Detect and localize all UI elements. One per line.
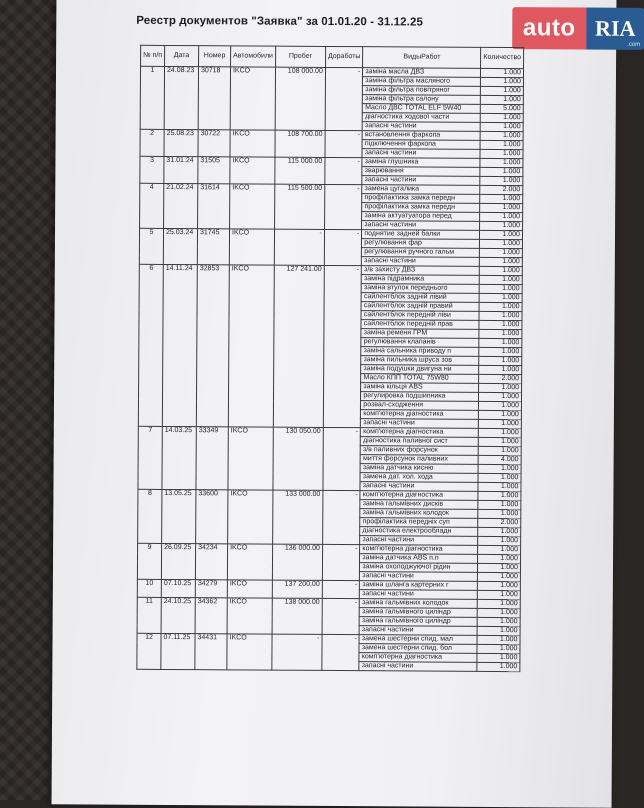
- record-date-cell: 31.01.24: [164, 156, 198, 183]
- quantity-cell: 1.000: [479, 392, 522, 401]
- table-row: [138, 543, 521, 554]
- work-description-cell: регулювання клапанів: [361, 338, 479, 348]
- work-description-cell: сайлентблок задній правий: [361, 302, 479, 312]
- record-doc-number-cell: 31614: [198, 184, 230, 229]
- quantity-cell: 1.000: [480, 203, 523, 212]
- quantity-cell: 1.000: [479, 284, 522, 293]
- work-description-cell: запасні частини: [359, 662, 477, 672]
- record-mileage-cell: -: [272, 634, 322, 670]
- work-description-cell: профілактика замка передн: [362, 203, 480, 213]
- quantity-cell: 1.000: [480, 122, 523, 131]
- work-description-cell: заміна гальмівного циліндр: [359, 617, 477, 627]
- work-description-cell: запасні частини: [360, 590, 478, 600]
- record-doc-number-cell: 33349: [196, 427, 228, 490]
- logo-ria-word: RIA: [595, 15, 636, 41]
- quantity-cell: 1.000: [478, 473, 521, 482]
- quantity-cell: 1.000: [478, 599, 521, 608]
- work-description-cell: комп'ютерна діагностика: [361, 428, 479, 438]
- quantity-cell: 1.000: [480, 221, 523, 230]
- quantity-cell: 1.000: [479, 320, 522, 329]
- work-description-cell: встановлення фаркопа: [362, 131, 480, 141]
- record-doc-number-cell: 34431: [195, 634, 227, 670]
- record-car-cell: IKCO: [229, 229, 274, 265]
- quantity-cell: 2.000: [478, 518, 521, 527]
- quantity-cell: 5.000: [481, 104, 524, 113]
- header-car: Автомобили: [231, 46, 276, 67]
- work-description-cell: заміна фільтра салону: [363, 95, 481, 105]
- quantity-cell: 1.000: [481, 113, 524, 122]
- table-row: [140, 66, 523, 77]
- table-row: [138, 489, 521, 500]
- record-car-cell: IKCO: [228, 427, 273, 490]
- work-description-cell: запасні частини: [360, 482, 478, 492]
- work-description-cell: заміна глушника: [362, 158, 480, 168]
- work-description-cell: замена дат. хол. хода: [360, 473, 478, 483]
- header-mileage: Пробег: [275, 46, 325, 67]
- record-mileage-cell: 130 050.00: [273, 427, 323, 490]
- quantity-cell: 1.000: [480, 257, 523, 266]
- record-car-cell: IKCO: [228, 265, 274, 427]
- quantity-cell: 1.000: [477, 635, 520, 644]
- quantity-cell: 1.000: [478, 590, 521, 599]
- record-number-cell: 10: [137, 579, 161, 597]
- record-mileage-cell: 133 000.00: [272, 490, 322, 544]
- record-number-cell: 1: [140, 66, 164, 129]
- quantity-cell: 1.000: [480, 230, 523, 239]
- record-number-cell: 12: [137, 633, 161, 669]
- table-row: [140, 129, 523, 140]
- work-description-cell: заміна актуатуатора перед: [362, 212, 480, 222]
- table-row: [138, 426, 521, 437]
- record-date-cell: 13.05.25: [162, 489, 196, 543]
- header-extra: Доработы: [325, 46, 363, 67]
- work-description-cell: запасні частини: [361, 419, 479, 429]
- quantity-cell: 1.000: [479, 437, 522, 446]
- record-extra-cell: -: [323, 265, 361, 427]
- record-date-cell: 25.03.24: [163, 228, 197, 264]
- work-description-cell: діагностика паливної сист: [361, 437, 479, 447]
- record-car-cell: IKCO: [227, 544, 272, 580]
- record-extra-cell: -: [322, 634, 360, 670]
- work-description-cell: заміна підрамника: [362, 275, 480, 285]
- work-description-cell: заміна гальмівного циліндр: [360, 608, 478, 618]
- work-description-cell: сайлентблок передній ліви: [361, 311, 479, 321]
- record-date-cell: 14.03.25: [162, 426, 196, 489]
- record-date-cell: 07.10.25: [161, 579, 195, 597]
- quantity-cell: 1.000: [479, 293, 522, 302]
- work-description-cell: запасні частини: [362, 122, 480, 132]
- record-car-cell: IKCO: [227, 598, 272, 634]
- table-row: [137, 579, 520, 590]
- work-description-cell: заміна датчика ABS п.п: [360, 554, 478, 564]
- record-date-cell: 26.09.25: [161, 543, 195, 579]
- quantity-cell: 1.000: [480, 239, 523, 248]
- record-number-cell: 11: [137, 597, 161, 633]
- work-description-cell: з/в паливних форсунок: [361, 446, 479, 456]
- quantity-cell: 1.000: [480, 149, 523, 158]
- work-description-cell: замена шестерни спид. бол: [359, 644, 477, 654]
- record-number-cell: 4: [140, 183, 164, 228]
- logo-ria-text: [586, 8, 644, 50]
- record-mileage-cell: 115 000.00: [275, 157, 325, 184]
- record-car-cell: IKCO: [227, 634, 272, 670]
- record-doc-number-cell: 34279: [195, 580, 227, 598]
- quantity-cell: 1.000: [480, 212, 523, 221]
- record-number-cell: 5: [139, 228, 163, 264]
- quantity-cell: 1.000: [481, 77, 524, 86]
- record-extra-cell: -: [324, 184, 362, 229]
- work-description-cell: Масло КПП TOTAL 75W80: [361, 374, 479, 384]
- record-doc-number-cell: 33600: [196, 490, 228, 544]
- record-extra-cell: -: [322, 544, 360, 580]
- document-title: Реестр документов "Заявка" за 01.01.20 - 31.12.25: [136, 14, 424, 29]
- work-description-cell: з/в захисту ДВЗ: [362, 266, 480, 276]
- record-date-cell: 14.11.24: [162, 264, 197, 426]
- work-description-cell: заміна охолоджуючої рідин: [360, 563, 478, 573]
- work-description-cell: заміна подушки двигуна ни: [361, 365, 479, 375]
- record-date-cell: 07.11.25: [161, 633, 195, 669]
- work-description-cell: профілактика передніх суп: [360, 518, 478, 528]
- quantity-cell: 1.000: [479, 338, 522, 347]
- work-description-cell: запасні частини: [359, 626, 477, 636]
- quantity-cell: 1.000: [478, 509, 521, 518]
- work-description-cell: заміна гальмівних колодок: [360, 599, 478, 609]
- record-doc-number-cell: 30718: [198, 67, 230, 130]
- work-description-cell: діагностика ходової части: [363, 113, 481, 123]
- record-extra-cell: -: [325, 67, 363, 130]
- quantity-cell: 1.000: [480, 158, 523, 167]
- record-extra-cell: -: [325, 130, 363, 157]
- quantity-cell: 1.000: [478, 464, 521, 473]
- work-description-cell: заміна кільця ABS: [361, 383, 479, 393]
- work-description-cell: комп'ютерна діагностика: [359, 653, 477, 663]
- record-number-cell: 2: [140, 129, 164, 156]
- record-mileage-cell: 115 500.00: [274, 184, 324, 229]
- quantity-cell: 1.000: [480, 275, 523, 284]
- header-qty: Количество: [481, 47, 524, 68]
- quantity-cell: 1.000: [478, 536, 521, 545]
- work-description-cell: заміна пильника шруса зов: [361, 356, 479, 366]
- work-description-cell: сайлентблок передній прав: [361, 320, 479, 330]
- table-row: [139, 264, 522, 275]
- work-description-cell: запасні частини: [362, 257, 480, 267]
- work-description-cell: регулювання фар: [362, 239, 480, 249]
- table-row: [140, 183, 523, 194]
- record-number-cell: 8: [138, 489, 162, 543]
- record-mileage-cell: 127 241.00: [273, 265, 324, 427]
- record-number-cell: 6: [138, 264, 163, 426]
- quantity-cell: 1.000: [479, 347, 522, 356]
- record-date-cell: 21.02.24: [164, 183, 198, 228]
- work-description-cell: заміна ременя ГРМ: [361, 329, 479, 339]
- record-number-cell: 3: [140, 156, 164, 183]
- header-date: Дата: [165, 45, 199, 66]
- record-number-cell: 7: [138, 426, 162, 489]
- quantity-cell: 1.000: [479, 419, 522, 428]
- quantity-cell: 2.000: [479, 374, 522, 383]
- work-description-cell: запасні частини: [360, 536, 478, 546]
- record-doc-number-cell: 32853: [196, 265, 229, 427]
- quantity-cell: 1.000: [478, 491, 521, 500]
- work-description-cell: заміна фільтра повітряног: [363, 86, 481, 96]
- record-mileage-cell: -: [274, 229, 324, 265]
- quantity-cell: 1.000: [479, 311, 522, 320]
- quantity-cell: 1.000: [479, 446, 522, 455]
- work-description-cell: сайлентблок задній лівий: [361, 293, 479, 303]
- autoria-logo: [512, 7, 644, 50]
- header-num: № п/п: [141, 45, 165, 66]
- work-description-cell: замена цугалика: [362, 185, 480, 195]
- record-mileage-cell: 136 000.00: [272, 544, 322, 580]
- document-page: [52, 0, 641, 808]
- quantity-cell: 1.000: [480, 248, 523, 257]
- work-description-cell: комп'ютерна діагностика: [360, 491, 478, 501]
- quantity-cell: 1.000: [479, 383, 522, 392]
- quantity-cell: 1.000: [479, 356, 522, 365]
- work-description-cell: замена шестерни спид. мал: [359, 635, 477, 645]
- record-car-cell: IKCO: [228, 490, 273, 544]
- quantity-cell: 1.000: [478, 545, 521, 554]
- record-mileage-cell: 138 000.00: [272, 598, 322, 634]
- work-description-cell: підключення фаркопа: [362, 140, 480, 150]
- work-description-cell: заміна шланга картерних г: [360, 581, 478, 591]
- record-number-cell: 9: [137, 543, 161, 579]
- record-mileage-cell: 137 200.00: [272, 580, 322, 598]
- work-description-cell: зварювання: [362, 167, 480, 177]
- quantity-cell: 1.000: [478, 608, 521, 617]
- work-description-cell: заміна гальмівних колодок: [360, 509, 478, 519]
- quantity-cell: 1.000: [481, 68, 524, 77]
- work-description-cell: запасні частини: [362, 149, 480, 159]
- table-row: [137, 633, 520, 644]
- quantity-cell: 4.000: [478, 455, 521, 464]
- work-description-cell: запасні частини: [362, 176, 480, 186]
- quantity-cell: 1.000: [479, 428, 522, 437]
- record-car-cell: IKCO: [230, 130, 275, 157]
- table-body: [137, 66, 524, 671]
- work-description-cell: регулювання ручного гальм: [362, 248, 480, 258]
- quantity-cell: 1.000: [479, 302, 522, 311]
- table-row: [137, 597, 520, 608]
- quantity-cell: 1.000: [479, 329, 522, 338]
- quantity-cell: 2.000: [480, 185, 523, 194]
- work-description-cell: заміна гальмівних дисків: [360, 500, 478, 510]
- quantity-cell: 1.000: [478, 482, 521, 491]
- record-doc-number-cell: 34362: [195, 598, 227, 634]
- header-works: ВидыРабот: [363, 47, 481, 69]
- work-description-cell: заміна датчика кисню: [360, 464, 478, 474]
- logo-com-suffix: .com: [627, 41, 641, 48]
- quantity-cell: 1.000: [478, 527, 521, 536]
- work-description-cell: розвал-сходження: [361, 401, 479, 411]
- record-mileage-cell: 108 700.00: [275, 130, 325, 157]
- record-date-cell: 25.08.23: [164, 129, 198, 156]
- work-description-cell: миття форсунок паливних: [360, 455, 478, 465]
- quantity-cell: 1.000: [477, 653, 520, 662]
- record-extra-cell: -: [322, 490, 360, 544]
- quantity-cell: 1.000: [478, 563, 521, 572]
- record-extra-cell: -: [324, 229, 362, 265]
- record-doc-number-cell: 31745: [197, 229, 229, 265]
- record-extra-cell: -: [323, 427, 361, 490]
- record-doc-number-cell: 31505: [198, 157, 230, 184]
- quantity-cell: 1.000: [480, 167, 523, 176]
- work-description-cell: заміна масла ДВЗ: [363, 68, 481, 78]
- quantity-cell: 1.000: [479, 365, 522, 374]
- quantity-cell: 1.000: [479, 410, 522, 419]
- record-doc-number-cell: 34234: [195, 544, 227, 580]
- register-table: [136, 45, 524, 672]
- table-row: [139, 228, 522, 239]
- quantity-cell: 1.000: [480, 176, 523, 185]
- record-date-cell: 24.08.23: [164, 66, 198, 129]
- record-doc-number-cell: 30722: [198, 130, 230, 157]
- table-row: [140, 156, 523, 167]
- quantity-cell: 1.000: [478, 581, 521, 590]
- work-description-cell: заміна сальника приводу п: [361, 347, 479, 357]
- work-description-cell: профілактика замка передн: [362, 194, 480, 204]
- quantity-cell: 1.000: [477, 644, 520, 653]
- work-description-cell: заміна втулок переднього: [361, 284, 479, 294]
- quantity-cell: 1.000: [480, 131, 523, 140]
- work-description-cell: запасні частини: [360, 572, 478, 582]
- quantity-cell: 1.000: [477, 617, 520, 626]
- record-mileage-cell: 108 000.00: [275, 67, 325, 130]
- quantity-cell: 1.000: [480, 194, 523, 203]
- work-description-cell: Масло ДВС TOTAL ELF 5W40: [363, 104, 481, 114]
- record-extra-cell: -: [322, 580, 360, 598]
- table-header-row: [141, 45, 524, 68]
- quantity-cell: 1.000: [478, 554, 521, 563]
- record-date-cell: 24.10.25: [161, 597, 195, 633]
- work-description-cell: комп'ютерна діагностика: [361, 410, 479, 420]
- work-description-cell: діагностика електрообладн: [360, 527, 478, 537]
- work-description-cell: поднятие задней балки: [362, 230, 480, 240]
- quantity-cell: 1.000: [481, 95, 524, 104]
- quantity-cell: 1.000: [480, 140, 523, 149]
- record-car-cell: IKCO: [230, 157, 275, 184]
- quantity-cell: 1.000: [479, 401, 522, 410]
- work-description-cell: запасні частини: [362, 221, 480, 231]
- quantity-cell: 1.000: [481, 86, 524, 95]
- quantity-cell: 1.000: [477, 662, 520, 671]
- quantity-cell: 1.000: [478, 572, 521, 581]
- quantity-cell: 1.000: [480, 266, 523, 275]
- work-description-cell: заміна фільтра масляного: [363, 77, 481, 87]
- work-description-cell: регулировка подшипника: [361, 392, 479, 402]
- record-extra-cell: -: [325, 157, 363, 184]
- record-extra-cell: -: [322, 598, 360, 634]
- record-car-cell: IKCO: [227, 580, 272, 598]
- record-car-cell: IKCO: [230, 184, 275, 229]
- work-description-cell: комп'ютерна діагностика: [360, 545, 478, 555]
- quantity-cell: 1.000: [478, 500, 521, 509]
- quantity-cell: 1.000: [477, 626, 520, 635]
- logo-auto-text: auto: [512, 7, 586, 49]
- header-number: Номер: [199, 46, 231, 67]
- record-car-cell: IKCO: [230, 67, 275, 130]
